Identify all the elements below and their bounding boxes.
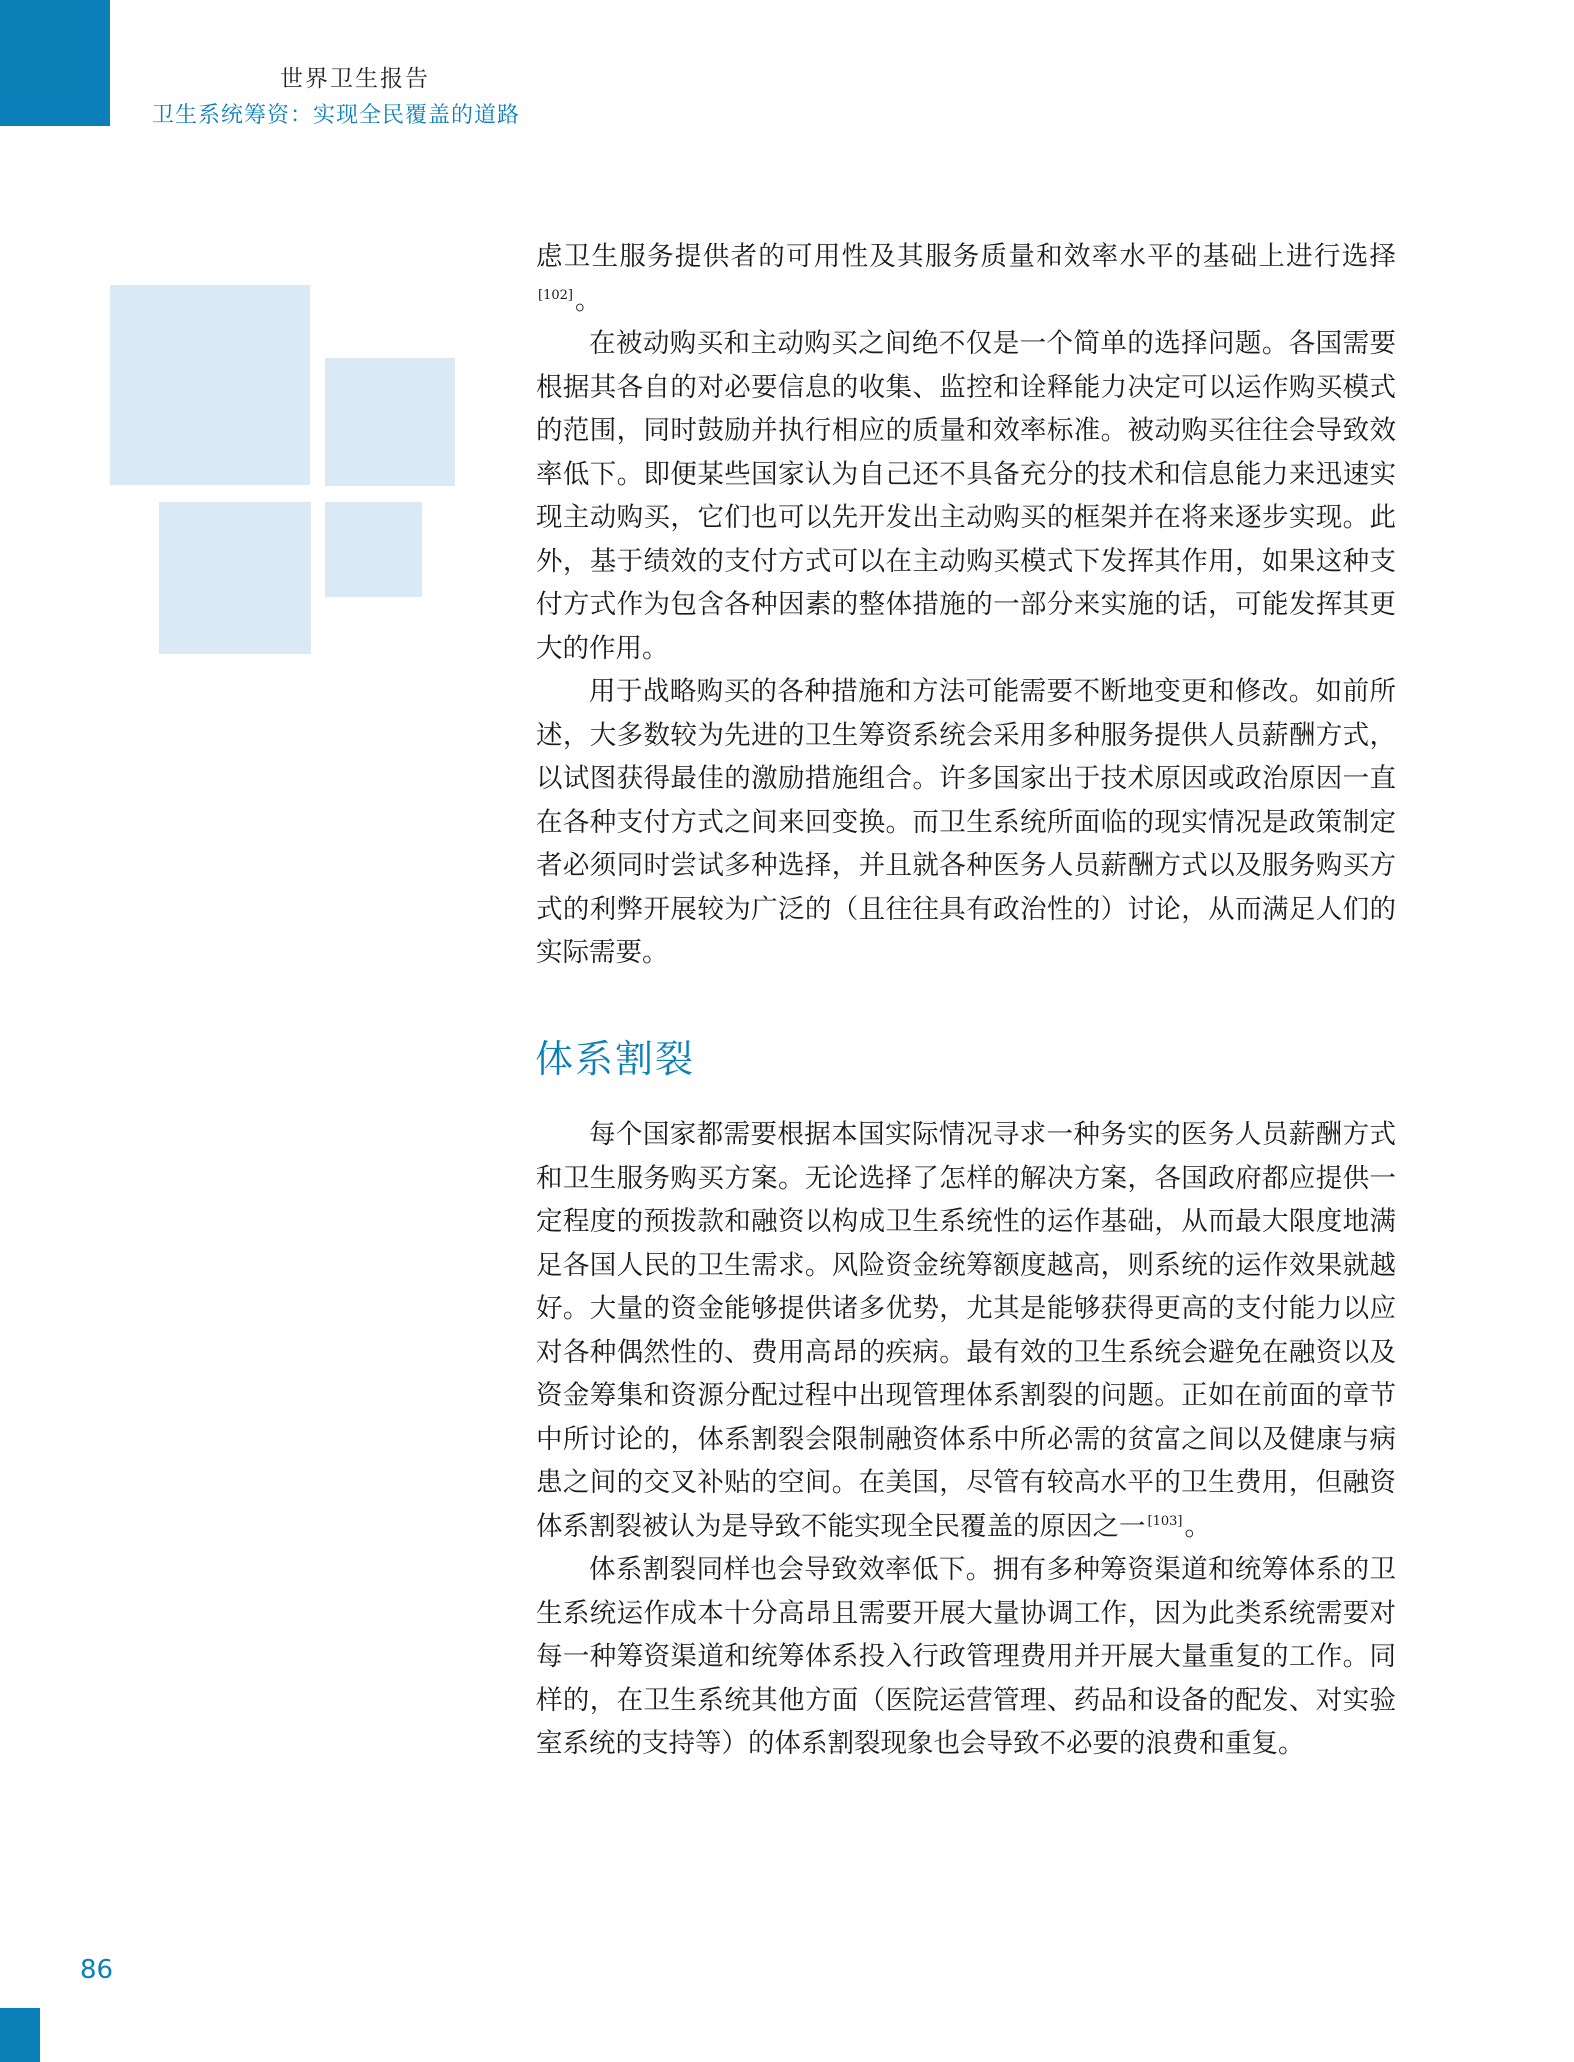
footer-color-block — [0, 2008, 40, 2062]
section-heading: 体系割裂 — [535, 1037, 696, 1081]
page-number: 86 — [80, 1955, 114, 1985]
header-color-block — [0, 0, 110, 126]
paragraph: 用于战略购买的各种措施和方法可能需要不断地变更和修改。如前所述，大多数较为先进的卫生筹资系统会采用多种服务提供人员薪酬方式，以试图获得最佳的激励措施组合。许多国家出于技术原因或政治原因一直在各种支付方式之间来回变换。而卫生系统所面临的现实情况是政策制定者必须同时尝试多种选择，并且就各种医务人员薪酬方式以及服务购买方式的利弊开展较为广泛的（且往往具有政治性的）讨论，从而满足人们的实际需要。 — [536, 676, 1396, 968]
paragraph: 在被动购买和主动购买之间绝不仅是一个简单的选择问题。各国需要根据其各自的对必要信息的收集、监控和诠释能力决定可以运作购买模式的范围，同时鼓励并执行相应的质量和效率标准。被动购买往往会导致效率低下。即便某些国家认为自己还不具备充分的技术和信息能力来迅速实现主动购买，它们也可以先开发出主动购买的框架并在将来逐步实现。此外，基于绩效的支付方式可以在主动购买模式下发挥其作用，如果这种支付方式作为包含各种因素的整体措施的一部分来实施的话，可能发挥其更大的作用。 — [536, 328, 1396, 664]
running-title: 世界卫生报告 — [280, 66, 430, 92]
running-subtitle: 卫生系统筹资：实现全民覆盖的道路 — [152, 103, 521, 128]
citation-ref: [103] — [1147, 1513, 1183, 1529]
paragraph: 体系割裂同样也会导致效率低下。拥有多种筹资渠道和统筹体系的卫生系统运作成本十分高昂且需要开展大量协调工作，因为此类系统需要对每一种筹资渠道和统筹体系投入行政管理费用并开展大量重复的工作。同样的，在卫生系统其他方面（医院运营管理、药品和设备的配发、对实验室系统的支持等）的体系割裂现象也会导致不必要的浪费和重复。 — [536, 1554, 1396, 1759]
decor-square-small — [325, 502, 422, 597]
decor-square-lower — [159, 502, 311, 654]
citation-ref: [102] — [538, 287, 573, 303]
decor-square-medium — [325, 358, 455, 486]
paragraph-continued: 虑卫生服务提供者的可用性及其服务质量和效率水平的基础上进行选择[102]。 — [536, 241, 1396, 316]
body-text-upper — [536, 235, 1396, 975]
decor-square-large — [110, 285, 310, 485]
paragraph: 每个国家都需要根据本国实际情况寻求一种务实的医务人员薪酬方式和卫生服务购买方案。无论选择了怎样的解决方案，各国政府都应提供一定程度的预拨款和融资以构成卫生系统性的运作基础，从而最大限度地满足各国人民的卫生需求。风险资金统筹额度越高，则系统的运作效果就越好。大量的资金能够提供诸多优势，尤其是能够获得更高的支付能力以应对各种偶然性的、费用高昂的疾病。最有效的卫生系统会避免在融资以及资金筹集和资源分配过程中出现管理体系割裂的问题。正如在前面的章节中所讨论的，体系割裂会限制融资体系中所必需的贫富之间以及健康与病患之间的交叉补贴的空间。在美国，尽管有较高水平的卫生费用，但融资体系割裂被认为是导致不能实现全民覆盖的原因之一 [103]。 — [536, 1119, 1396, 1542]
body-text-lower — [536, 1113, 1396, 1766]
